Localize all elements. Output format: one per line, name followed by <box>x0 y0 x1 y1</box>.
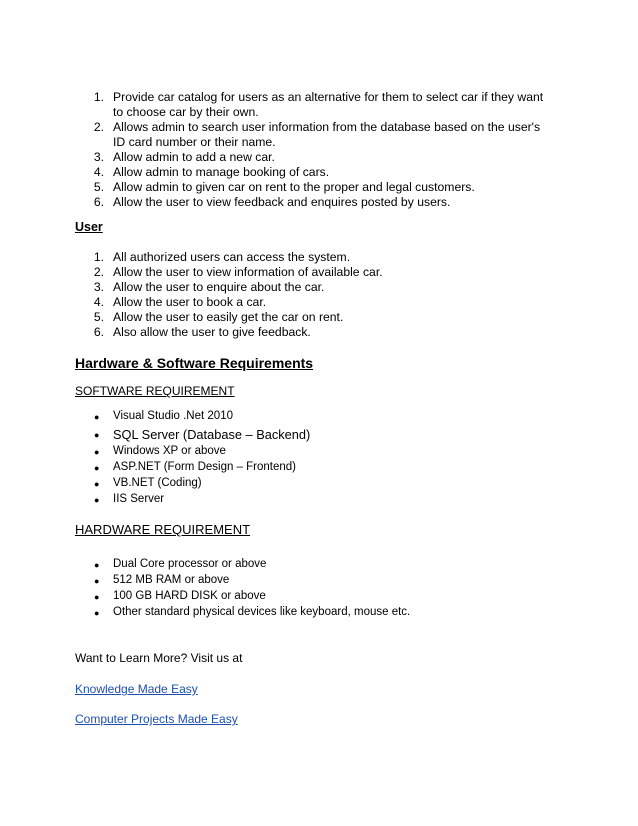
list-number: 6. <box>93 325 104 339</box>
learn-more-text: Want to Learn More? Visit us at <box>75 651 243 665</box>
list-text: Windows XP or above <box>113 445 226 457</box>
list-text: to choose car by their own. <box>113 105 259 119</box>
list-text: Allow the user to view information of available car. <box>113 265 383 279</box>
hw-sw-heading: Hardware & Software Requirements <box>75 355 314 371</box>
list-text: Allow the user to book a car. <box>113 295 267 309</box>
list-text: IIS Server <box>113 493 165 505</box>
bullet-icon: ● <box>94 608 100 618</box>
software-heading: SOFTWARE REQUIREMENT <box>75 384 235 398</box>
bullet-icon: ● <box>94 560 100 570</box>
user-heading: User <box>75 220 103 234</box>
list-text: Also allow the user to give feedback. <box>113 325 311 339</box>
list-text: Provide car catalog for users as an alternative for them to select car if they want <box>113 90 544 104</box>
list-number: 6. <box>93 195 104 209</box>
bullet-icon: ● <box>94 463 100 473</box>
bullet-icon: ● <box>94 447 100 457</box>
bullet-icon: ● <box>94 412 100 422</box>
list-number: 2. <box>93 120 104 134</box>
list-text: Allow admin to add a new car. <box>113 150 275 164</box>
list-text: Visual Studio .Net 2010 <box>113 410 233 422</box>
list-text: Other standard physical devices like keyboard, mouse etc. <box>113 606 411 618</box>
list-number: 1. <box>93 90 104 104</box>
list-number: 3. <box>93 150 104 164</box>
bullet-icon: ● <box>94 592 100 602</box>
list-text: VB.NET (Coding) <box>113 477 202 489</box>
list-text: SQL Server (Database – Backend) <box>113 427 311 442</box>
list-number: 5. <box>93 180 104 194</box>
bullet-icon: ● <box>94 479 100 489</box>
bullet-icon: ● <box>94 495 100 505</box>
list-number: 1. <box>93 250 104 264</box>
list-text: 512 MB RAM or above <box>113 574 230 586</box>
bullet-icon: ● <box>94 430 100 440</box>
list-text: Allow admin to given car on rent to the proper and legal customers. <box>113 180 475 194</box>
list-text: Allows admin to search user information from the database based on the user's <box>113 120 541 134</box>
list-text: All authorized users can access the system. <box>113 250 351 264</box>
list-number: 3. <box>93 280 104 294</box>
list-number: 4. <box>93 295 104 309</box>
list-number: 2. <box>93 265 104 279</box>
list-text: Allow the user to view feedback and enquires posted by users. <box>113 195 451 209</box>
list-text: Dual Core processor or above <box>113 558 267 570</box>
list-text: Allow the user to enquire about the car. <box>113 280 325 294</box>
list-text: ID card number or their name. <box>113 135 276 149</box>
list-text: Allow the user to easily get the car on rent. <box>113 310 344 324</box>
computer-projects-link[interactable]: Computer Projects Made Easy <box>75 712 238 726</box>
hardware-heading: HARDWARE REQUIREMENT <box>75 522 251 537</box>
list-number: 5. <box>93 310 104 324</box>
list-text: Allow admin to manage booking of cars. <box>113 165 330 179</box>
list-number: 4. <box>93 165 104 179</box>
bullet-icon: ● <box>94 576 100 586</box>
list-text: 100 GB HARD DISK or above <box>113 590 266 602</box>
list-text: ASP.NET (Form Design – Frontend) <box>113 461 297 473</box>
knowledge-made-easy-link[interactable]: Knowledge Made Easy <box>75 682 198 696</box>
